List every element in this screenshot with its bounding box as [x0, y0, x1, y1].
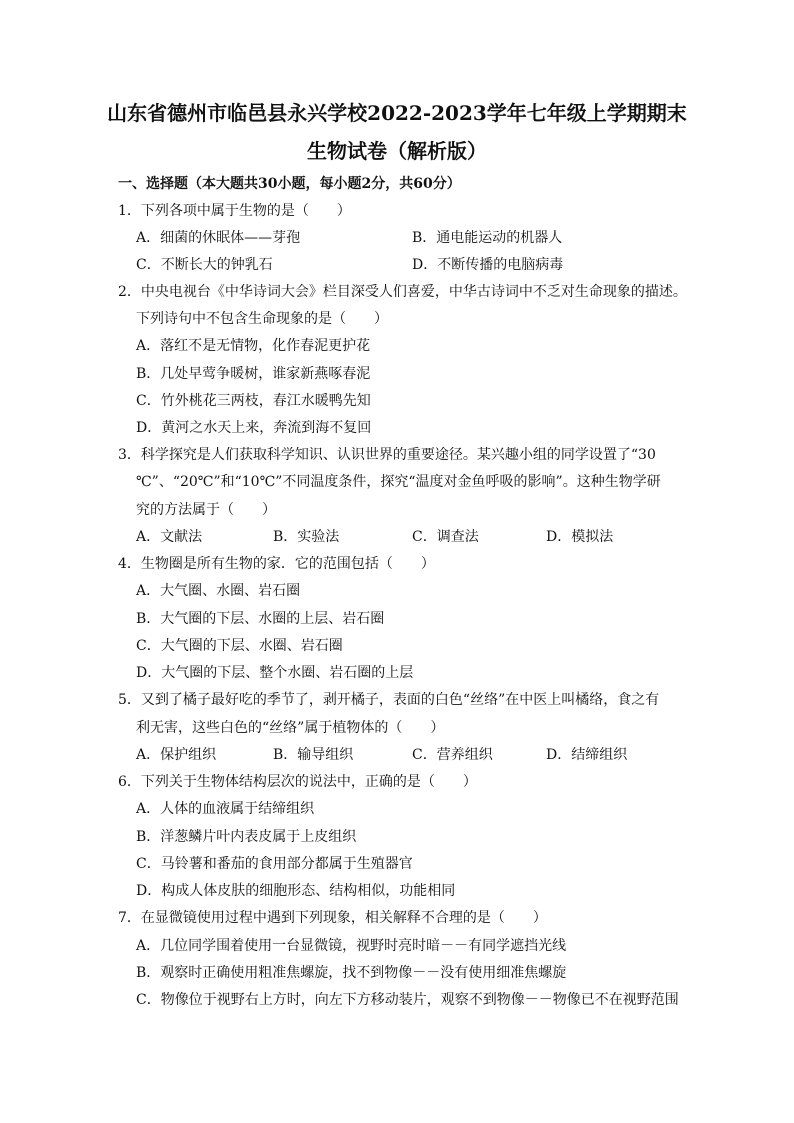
section-heading: 一、选择题（本大题共30小题，每小题2分，共60分） — [118, 176, 461, 192]
question-stem: 3．科学探究是人们获取科学知识、认识世界的重要途径。某兴趣小组的同学设置了“30 — [118, 447, 656, 463]
option-d: D．模拟法 — [546, 529, 614, 545]
question-stem: 1．下列各项中属于生物的是（ ） — [118, 203, 351, 219]
question-stem: 下列诗句中不包含生命现象的是（ ） — [136, 311, 388, 327]
question-stem: 7．在显微镜使用过程中遇到下列现象，相关解释不合理的是（ ） — [118, 910, 547, 926]
option-d: D．结缔组织 — [546, 747, 628, 763]
option-b: B．通电能运动的机器人 — [412, 230, 563, 246]
option-a: A．细菌的休眠体——芽孢 — [136, 230, 301, 246]
question-stem: ℃”、“20℃”和“10℃”不同温度条件，探究“温度对金鱼呼吸的影响”。这种生物学研 — [136, 474, 661, 490]
option-a: A．几位同学围着使用一台显微镜，视野时亮时暗－－有同学遮挡光线 — [136, 938, 567, 954]
option-a: A．大气圈、水圈、岩石圈 — [136, 583, 301, 599]
option-c: C．不断长大的钟乳石 — [136, 257, 273, 273]
option-a: A．文献法 — [136, 529, 203, 545]
option-d: D．大气圈的下层、整个水圈、岩石圈的上层 — [136, 665, 414, 681]
option-c: C．马铃薯和番茄的食用部分都属于生殖器官 — [136, 856, 413, 872]
question-stem: 究的方法属于（ ） — [136, 502, 276, 518]
option-b: B．输导组织 — [273, 747, 354, 763]
doc-title-line2: 生物试卷（解析版） — [307, 139, 487, 163]
question-stem: 5．又到了橘子最好吃的季节了，剥开橘子，表面的白色“丝络”在中医上叫橘络，食之有 — [118, 692, 660, 708]
option-b: B．洋葱鳞片叶内表皮属于上皮组织 — [136, 829, 357, 845]
option-a: A．人体的血液属于结缔组织 — [136, 801, 315, 817]
option-a: A．落红不是无情物，化作春泥更护花 — [136, 338, 371, 354]
question-stem: 利无害，这些白色的“丝络”属于植物体的（ ） — [136, 720, 445, 736]
option-c: C．调查法 — [412, 529, 479, 545]
option-c: C．大气圈的下层、水圈、岩石圈 — [136, 638, 343, 654]
question-stem: 2．中央电视台《中华诗词大会》栏目深受人们喜爱，中华古诗词中不乏对生命现象的描述。 — [118, 284, 687, 300]
question-stem: 4．生物圈是所有生物的家．它的范围包括（ ） — [118, 556, 435, 572]
option-d: D．不断传播的电脑病毒 — [412, 257, 564, 273]
option-c: C．竹外桃花三两枝，春江水暖鸭先知 — [136, 393, 371, 409]
option-d: D．黄河之水天上来，奔流到海不复回 — [136, 420, 372, 436]
option-a: A．保护组织 — [136, 747, 217, 763]
option-d: D．构成人体皮肤的细胞形态、结构相似，功能相同 — [136, 883, 456, 899]
option-b: B．几处早莺争暖树，谁家新燕啄春泥 — [136, 366, 371, 382]
option-c: C．物像位于视野右上方时，向左下方移动装片，观察不到物像－－物像已不在视野范围 — [136, 992, 679, 1008]
option-b: B．实验法 — [273, 529, 340, 545]
option-c: C．营养组织 — [412, 747, 493, 763]
option-b: B．观察时正确使用粗准焦螺旋，找不到物像－－没有使用细准焦螺旋 — [136, 965, 567, 981]
option-b: B．大气圈的下层、水圈的上层、岩石圈 — [136, 611, 385, 627]
question-stem: 6．下列关于生物体结构层次的说法中，正确的是（ ） — [118, 774, 477, 790]
doc-title-line1: 山东省德州市临邑县永兴学校2022-2023学年七年级上学期期末 — [107, 101, 687, 125]
